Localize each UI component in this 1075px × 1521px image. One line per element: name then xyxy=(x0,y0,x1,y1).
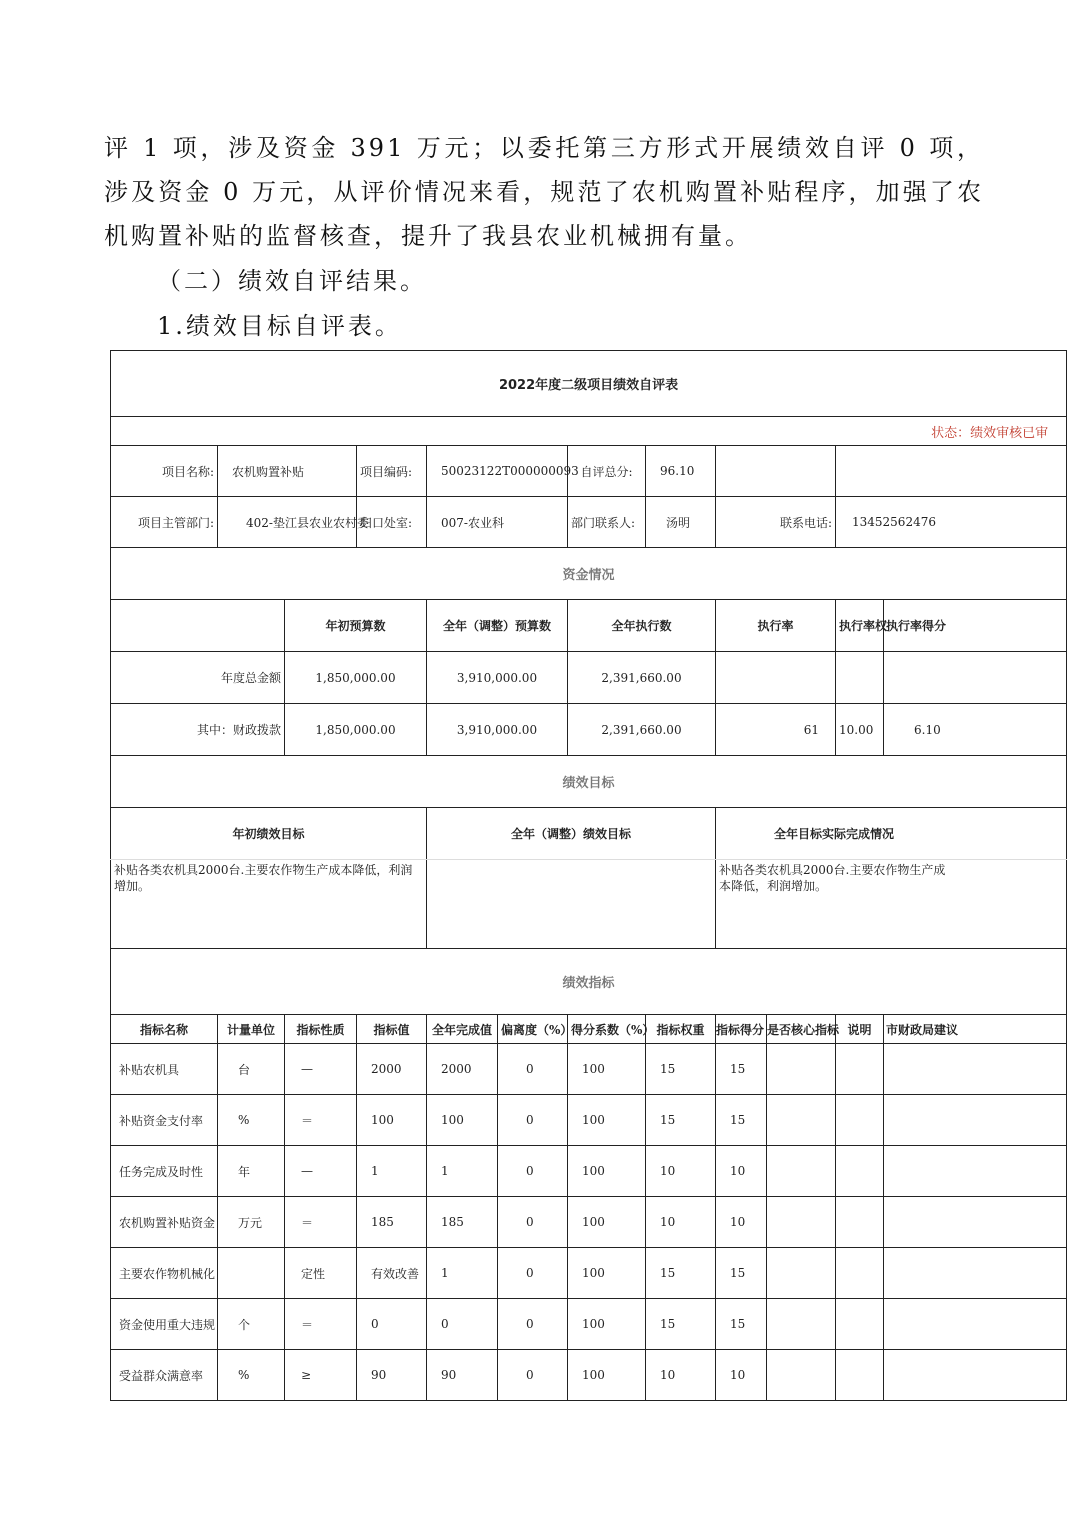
indicator-suggestion xyxy=(884,1146,1067,1197)
dept-label: 项目主管部门: xyxy=(111,497,218,548)
indicator-nature: — xyxy=(285,1146,357,1197)
indicator-name: 资金使用重大违规 xyxy=(111,1299,218,1350)
funds-header: 全年执行数 xyxy=(568,600,716,652)
indicator-weight: 10 xyxy=(646,1197,716,1248)
indicator-done: 0 xyxy=(427,1299,498,1350)
indicator-dev: 0 xyxy=(498,1095,568,1146)
indicator-dev: 0 xyxy=(498,1044,568,1095)
indicator-note xyxy=(836,1044,884,1095)
indicator-name: 补贴资金支付率 xyxy=(111,1095,218,1146)
indicator-name: 任务完成及时性 xyxy=(111,1146,218,1197)
project-name: 农机购置补贴 xyxy=(218,446,357,497)
funds-section-title: 资金情况 xyxy=(111,548,1067,600)
indicator-rows xyxy=(110,1043,1067,1401)
indicator-header: 市财政局建议 xyxy=(884,1015,1067,1044)
indicator-dev: 0 xyxy=(498,1248,568,1299)
info-blank xyxy=(836,446,1067,497)
indicator-value: 1 xyxy=(357,1146,427,1197)
funds-executed: 2,391,660.00 xyxy=(568,652,716,704)
indicator-done: 2000 xyxy=(427,1044,498,1095)
goals-adjusted-text xyxy=(427,860,716,949)
indicator-header: 说明 xyxy=(836,1015,884,1044)
indicator-header: 指标性质 xyxy=(285,1015,357,1044)
indicator-dev: 0 xyxy=(498,1197,568,1248)
indicator-score: 10 xyxy=(716,1146,767,1197)
dept-value: 402-垫江县农业农村委 xyxy=(218,497,357,548)
indicator-coef: 100 xyxy=(568,1197,646,1248)
funds-row-label: 年度总金额 xyxy=(111,652,285,704)
indicator-header: 偏离度（%） xyxy=(498,1015,568,1044)
goals-header-initial: 年初绩效目标 xyxy=(111,808,427,860)
indicator-coef: 100 xyxy=(568,1350,646,1401)
project-code-label: 项目编码: xyxy=(357,446,427,497)
indicator-dev: 0 xyxy=(498,1146,568,1197)
funds-header: 执行率 xyxy=(716,600,836,652)
indicator-core xyxy=(767,1146,836,1197)
indicator-nature: 定性 xyxy=(285,1248,357,1299)
self-evaluation-table xyxy=(110,350,1067,1044)
indicator-name: 农机购置补贴资金 xyxy=(111,1197,218,1248)
funds-initial: 1,850,000.00 xyxy=(285,704,427,756)
indicator-note xyxy=(836,1095,884,1146)
indicator-done: 1 xyxy=(427,1146,498,1197)
indicator-suggestion xyxy=(884,1197,1067,1248)
status-text: 状态：绩效审核已审 xyxy=(111,417,1067,446)
indicator-row xyxy=(111,1299,1067,1350)
indicator-core xyxy=(767,1095,836,1146)
indicator-value: 2000 xyxy=(357,1044,427,1095)
indicator-row xyxy=(111,1197,1067,1248)
score-label: 自评总分: xyxy=(568,446,646,497)
funds-score xyxy=(884,652,1067,704)
indicator-unit: 台 xyxy=(218,1044,285,1095)
goals-section-title: 绩效目标 xyxy=(111,756,1067,808)
office-value: 007-农业科 xyxy=(427,497,568,548)
indicator-note xyxy=(836,1350,884,1401)
indicator-header: 是否核心指标 xyxy=(767,1015,836,1044)
funds-rate: 61 xyxy=(716,704,836,756)
indicator-coef: 100 xyxy=(568,1044,646,1095)
project-code: 50023122T000000093 xyxy=(427,446,568,497)
indicator-row xyxy=(111,1350,1067,1401)
indicator-unit xyxy=(218,1248,285,1299)
funds-adjusted: 3,910,000.00 xyxy=(427,704,568,756)
indicator-coef: 100 xyxy=(568,1248,646,1299)
indicator-header: 指标值 xyxy=(357,1015,427,1044)
indicator-done: 90 xyxy=(427,1350,498,1401)
indicator-weight: 15 xyxy=(646,1095,716,1146)
self-evaluation-sheet xyxy=(110,350,1049,1400)
indicator-weight: 10 xyxy=(646,1146,716,1197)
indicator-unit: % xyxy=(218,1095,285,1146)
goals-actual-text: 补贴各类农机具2000台.主要农作物生产成本降低，利润增加。 xyxy=(716,860,1067,949)
funds-header: 全年（调整）预算数 xyxy=(427,600,568,652)
indicator-unit: 年 xyxy=(218,1146,285,1197)
funds-adjusted: 3,910,000.00 xyxy=(427,652,568,704)
indicator-coef: 100 xyxy=(568,1146,646,1197)
indicator-done: 100 xyxy=(427,1095,498,1146)
project-name-label: 项目名称: xyxy=(111,446,218,497)
indicator-suggestion xyxy=(884,1299,1067,1350)
indicator-value: 185 xyxy=(357,1197,427,1248)
funds-header-blank xyxy=(111,600,285,652)
indicator-note xyxy=(836,1146,884,1197)
indicator-suggestion xyxy=(884,1044,1067,1095)
goals-initial-text: 补贴各类农机具2000台.主要农作物生产成本降低，利润增加。 xyxy=(111,860,427,949)
funds-score: 6.10 xyxy=(884,704,1067,756)
indicator-header: 指标得分 xyxy=(716,1015,767,1044)
indicator-name: 主要农作物机械化 xyxy=(111,1248,218,1299)
funds-weight xyxy=(836,652,884,704)
office-label: 归口处室: xyxy=(357,497,427,548)
indicator-row xyxy=(111,1248,1067,1299)
funds-row-label: 其中：财政拨款 xyxy=(111,704,285,756)
funds-rate xyxy=(716,652,836,704)
indicator-nature: ≥ xyxy=(285,1350,357,1401)
indicator-weight: 15 xyxy=(646,1299,716,1350)
section-heading: （二）绩效自评结果。 xyxy=(157,267,427,295)
indicator-weight: 10 xyxy=(646,1350,716,1401)
indicator-header: 计量单位 xyxy=(218,1015,285,1044)
indicator-score: 15 xyxy=(716,1044,767,1095)
indicator-coef: 100 xyxy=(568,1095,646,1146)
indicator-note xyxy=(836,1248,884,1299)
indicator-dev: 0 xyxy=(498,1299,568,1350)
indicator-value: 0 xyxy=(357,1299,427,1350)
contact-label: 部门联系人: xyxy=(568,497,646,548)
indicator-row xyxy=(111,1146,1067,1197)
indicator-score: 15 xyxy=(716,1248,767,1299)
indicator-score: 15 xyxy=(716,1095,767,1146)
indicator-row xyxy=(111,1044,1067,1095)
score-value: 96.10 xyxy=(646,446,716,497)
info-blank xyxy=(716,446,836,497)
indicators-section-title: 绩效指标 xyxy=(111,949,1067,1015)
indicator-coef: 100 xyxy=(568,1299,646,1350)
phone-value: 13452562476 xyxy=(836,497,1067,548)
indicator-core xyxy=(767,1248,836,1299)
indicator-row xyxy=(111,1095,1067,1146)
indicator-value: 90 xyxy=(357,1350,427,1401)
indicator-suggestion xyxy=(884,1350,1067,1401)
indicator-nature: ＝ xyxy=(285,1095,357,1146)
indicator-value: 有效改善 xyxy=(357,1248,427,1299)
indicator-header: 得分系数（%） xyxy=(568,1015,646,1044)
indicator-note xyxy=(836,1197,884,1248)
indicator-name: 受益群众满意率 xyxy=(111,1350,218,1401)
indicator-header: 指标权重 xyxy=(646,1015,716,1044)
indicator-unit: 个 xyxy=(218,1299,285,1350)
funds-executed: 2,391,660.00 xyxy=(568,704,716,756)
indicator-dev: 0 xyxy=(498,1350,568,1401)
subsection-heading: 1.绩效目标自评表。 xyxy=(157,312,402,340)
indicator-name: 补贴农机具 xyxy=(111,1044,218,1095)
phone-label: 联系电话: xyxy=(716,497,836,548)
indicator-nature: ＝ xyxy=(285,1197,357,1248)
indicator-nature: — xyxy=(285,1044,357,1095)
indicator-unit: 万元 xyxy=(218,1197,285,1248)
indicator-weight: 15 xyxy=(646,1248,716,1299)
funds-initial: 1,850,000.00 xyxy=(285,652,427,704)
funds-weight: 10.00 xyxy=(836,704,884,756)
indicator-weight: 15 xyxy=(646,1044,716,1095)
funds-header: 执行率得分 xyxy=(884,600,1067,652)
indicator-suggestion xyxy=(884,1095,1067,1146)
indicator-score: 10 xyxy=(716,1350,767,1401)
indicator-value: 100 xyxy=(357,1095,427,1146)
funds-header: 年初预算数 xyxy=(285,600,427,652)
indicator-header: 全年完成值 xyxy=(427,1015,498,1044)
intro-paragraph: 评 1 项，涉及资金 391 万元；以委托第三方形式开展绩效自评 0 项，涉及资金 0 万元，从评价情况来看，规范了农机购置补贴程序，加强了农机购置补贴的监督核查，提升了我县农业机械拥有量。 xyxy=(104,134,984,250)
contact-value: 汤明 xyxy=(646,497,716,548)
indicator-done: 185 xyxy=(427,1197,498,1248)
goals-header-actual: 全年目标实际完成情况 xyxy=(716,808,1067,860)
indicator-note xyxy=(836,1299,884,1350)
indicator-core xyxy=(767,1044,836,1095)
indicator-core xyxy=(767,1350,836,1401)
indicator-nature: ＝ xyxy=(285,1299,357,1350)
indicator-core xyxy=(767,1197,836,1248)
table-title: 2022年度二级项目绩效自评表 xyxy=(111,351,1067,417)
indicator-header: 指标名称 xyxy=(111,1015,218,1044)
goals-header-adjusted: 全年（调整）绩效目标 xyxy=(427,808,716,860)
indicator-score: 10 xyxy=(716,1197,767,1248)
indicator-core xyxy=(767,1299,836,1350)
funds-header: 执行率权 xyxy=(836,600,884,652)
indicator-suggestion xyxy=(884,1248,1067,1299)
indicator-score: 15 xyxy=(716,1299,767,1350)
indicator-unit: % xyxy=(218,1350,285,1401)
indicator-done: 1 xyxy=(427,1248,498,1299)
